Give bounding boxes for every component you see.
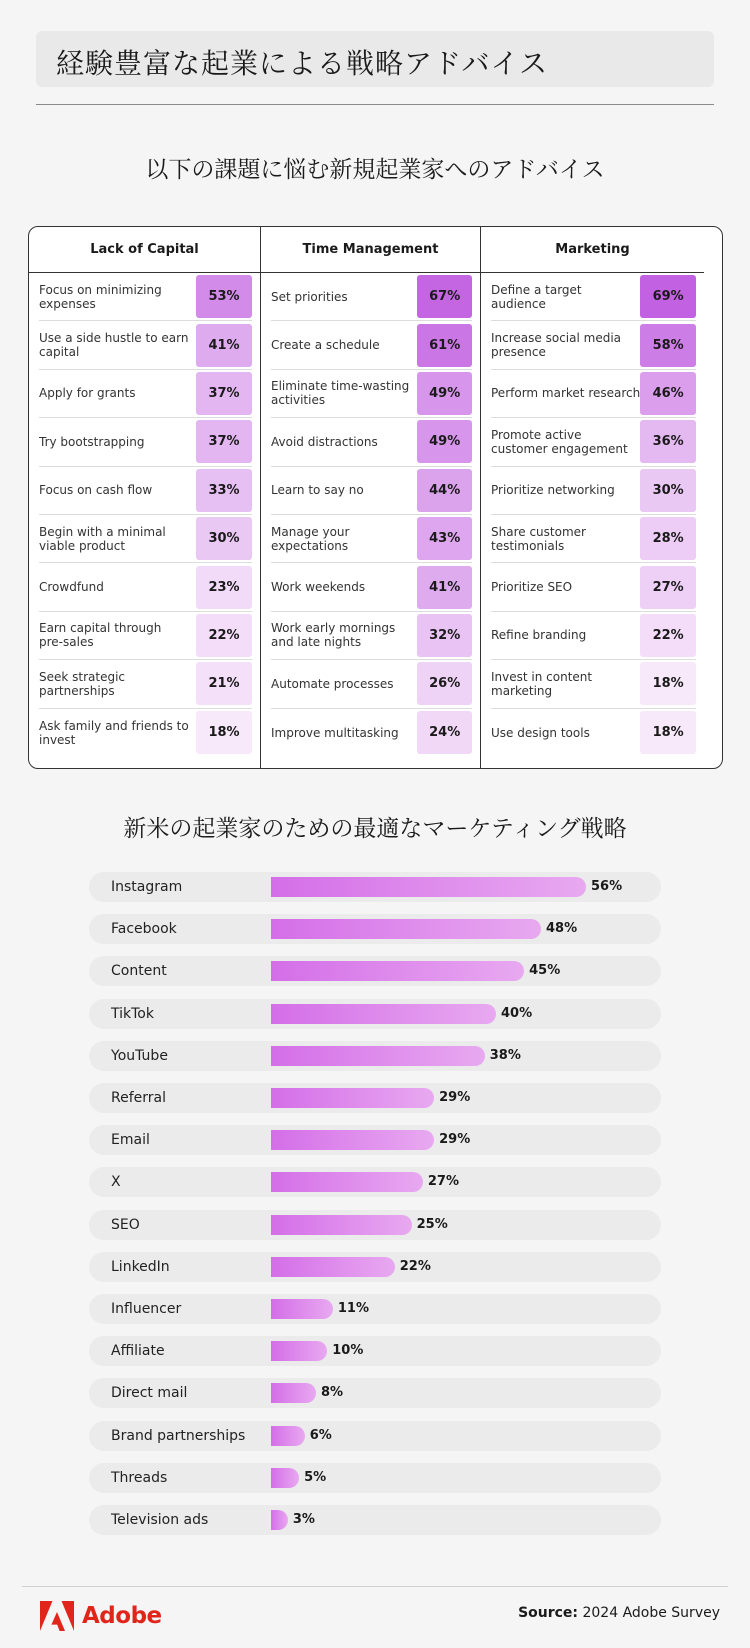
advice-percent-cell: 49% (417, 372, 472, 415)
bar (271, 1130, 434, 1150)
source-label: Source: (518, 1605, 579, 1621)
bar (271, 1172, 423, 1192)
bar-value-label: 27% (427, 1174, 459, 1190)
table-row (39, 273, 252, 321)
advice-label: Seek strategic partnerships (39, 669, 126, 698)
table-row (271, 612, 472, 660)
adobe-logo (40, 1601, 162, 1631)
bar-value-label: 22% (399, 1258, 431, 1274)
advice-percent-cell: 32% (417, 614, 472, 657)
advice-percent-cell: 18% (196, 711, 252, 754)
column-header: Time Management (261, 227, 480, 273)
bar-row (89, 1336, 661, 1366)
table-row (39, 418, 252, 466)
table-title: 以下の課題に悩む新規起業家へのアドバイス (145, 157, 605, 183)
advice-percent-cell: 37% (196, 372, 252, 415)
advice-label: Define a target audience (491, 282, 582, 311)
advice-percent-cell: 22% (196, 614, 252, 657)
bar-category-label: LinkedIn (111, 1258, 170, 1275)
bar (271, 961, 524, 981)
advice-percent-cell: 22% (640, 614, 696, 657)
advice-label: Perform market research (491, 386, 641, 401)
advice-label: Focus on cash flow (39, 483, 153, 498)
bar-value-label: 29% (439, 1132, 471, 1148)
bar-category-label: SEO (111, 1216, 140, 1233)
table-row (491, 515, 696, 563)
bar-row (89, 1463, 661, 1493)
table-row (271, 515, 472, 563)
bar-row (89, 1252, 661, 1282)
column-header: Lack of Capital (29, 227, 260, 273)
table-row (491, 418, 696, 466)
advice-percent-cell: 69% (640, 275, 696, 318)
bar-row (89, 1505, 661, 1535)
advice-label: Improve multitasking (271, 725, 399, 740)
advice-percent-cell: 36% (640, 420, 696, 463)
bar-value-label: 25% (416, 1216, 448, 1232)
source-text: 2024 Adobe Survey (582, 1605, 720, 1621)
advice-column (29, 227, 260, 769)
advice-percent-cell: 30% (196, 517, 252, 560)
advice-label: Refine branding (491, 628, 587, 643)
table-row (491, 370, 696, 418)
bar-value-label: 5% (304, 1469, 327, 1485)
bar (271, 1088, 434, 1108)
advice-percent-cell: 58% (640, 324, 696, 367)
bar-category-label: Direct mail (111, 1385, 188, 1402)
bar-value-label: 3% (292, 1512, 315, 1527)
advice-label: Learn to say no (271, 483, 364, 498)
adobe-wordmark: Adobe (82, 1603, 162, 1629)
bar-row (89, 1125, 661, 1155)
table-row (271, 321, 472, 369)
bar-value-label: 40% (501, 1005, 533, 1021)
page-title: 経験豊富な起業による戦略アドバイス (56, 47, 549, 80)
advice-percent-cell: 30% (640, 469, 696, 512)
bar (271, 1341, 327, 1361)
advice-label: Create a schedule (271, 338, 380, 353)
advice-label: Avoid distractions (271, 434, 378, 449)
bar-value-label: 11% (337, 1301, 369, 1316)
bar-value-label: 38% (489, 1047, 521, 1063)
bar-value-label: 29% (439, 1090, 471, 1105)
table-row (491, 563, 696, 611)
advice-percent-cell: 24% (417, 711, 472, 754)
bar-row (89, 914, 661, 944)
bar (271, 1426, 305, 1446)
table-row (491, 612, 696, 660)
page-title-box (36, 31, 714, 87)
table-row (39, 321, 252, 369)
advice-percent-cell: 49% (417, 420, 472, 463)
advice-label: Try bootstrapping (39, 434, 145, 449)
bar-row (89, 956, 661, 986)
bar-row (89, 1210, 661, 1240)
advice-percent-cell: 41% (417, 566, 472, 609)
bar-category-label: X (111, 1174, 121, 1191)
bar (271, 1383, 316, 1403)
advice-column (480, 227, 704, 769)
advice-percent-cell: 33% (196, 469, 252, 512)
bar-value-label: 6% (309, 1427, 332, 1443)
bar-row (89, 872, 661, 902)
footer-divider (22, 1586, 728, 1587)
advice-percent-cell: 27% (640, 566, 696, 609)
bar-value-label: 56% (591, 879, 623, 894)
bar (271, 1046, 485, 1066)
table-row (39, 709, 252, 757)
advice-percent-cell: 61% (417, 324, 472, 367)
table-row (271, 709, 472, 757)
advice-percent-cell: 37% (196, 420, 252, 463)
bar (271, 919, 541, 939)
advice-label: Begin with a minimal viable product (39, 524, 166, 553)
source-note (518, 1605, 720, 1621)
advice-label: Work early mornings and late nights (271, 621, 396, 650)
advice-percent-cell: 41% (196, 324, 252, 367)
advice-column (260, 227, 480, 769)
bar (271, 1257, 395, 1277)
advice-percent-cell: 18% (640, 711, 696, 754)
bar-category-label: Referral (111, 1090, 166, 1106)
table-row (271, 418, 472, 466)
advice-percent-cell: 23% (196, 566, 252, 609)
advice-label: Promote active customer engagement (491, 427, 628, 456)
advice-label: Invest in content marketing (491, 669, 593, 698)
column-header: Marketing (481, 227, 704, 273)
advice-label: Eliminate time-wasting activities (271, 379, 410, 408)
advice-percent-cell: 53% (196, 275, 252, 318)
advice-label: Prioritize networking (491, 483, 615, 498)
table-row (271, 370, 472, 418)
table-row (39, 660, 252, 708)
bar-category-label: Brand partnerships (111, 1427, 246, 1444)
advice-percent-cell: 21% (196, 662, 252, 705)
bar-category-label: YouTube (111, 1047, 168, 1064)
table-row (39, 612, 252, 660)
bar-category-label: Television ads (111, 1512, 209, 1528)
bar (271, 1510, 288, 1530)
bar-category-label: Facebook (111, 921, 177, 938)
bar-value-label: 8% (321, 1385, 344, 1401)
bar-row (89, 1083, 661, 1113)
advice-percent-cell: 67% (417, 275, 472, 318)
advice-percent-cell: 28% (640, 517, 696, 560)
advice-label: Manage your expectations (271, 524, 350, 553)
bar (271, 1004, 496, 1024)
advice-label: Set priorities (271, 289, 348, 304)
advice-label: Share customer testimonials (491, 524, 586, 553)
bar-row (89, 1421, 661, 1451)
advice-label: Work weekends (271, 580, 366, 595)
table-row (491, 467, 696, 515)
bar-row (89, 1294, 661, 1324)
advice-percent-cell: 43% (417, 517, 472, 560)
chart-title: 新米の起業家のための最適なマーケティング戦略 (123, 816, 627, 842)
bar-row (89, 1378, 661, 1408)
advice-label: Automate processes (271, 676, 394, 691)
bar (271, 1468, 299, 1488)
table-row (39, 563, 252, 611)
advice-label: Earn capital through pre-sales (39, 621, 162, 650)
advice-percent-cell: 18% (640, 662, 696, 705)
table-row (271, 273, 472, 321)
advice-label: Prioritize SEO (491, 580, 573, 595)
advice-percent-cell: 26% (417, 662, 472, 705)
bar-value-label: 48% (546, 921, 578, 937)
advice-label: Ask family and friends to invest (39, 718, 189, 747)
bar-category-label: Content (111, 963, 167, 980)
bar-category-label: Affiliate (111, 1343, 165, 1360)
advice-label: Focus on minimizing expenses (39, 282, 162, 311)
advice-label: Apply for grants (39, 386, 136, 401)
bar-row (89, 1041, 661, 1071)
bar-category-label: TikTok (111, 1005, 154, 1022)
title-divider (36, 104, 714, 105)
bar (271, 1299, 333, 1319)
bar-value-label: 10% (332, 1343, 364, 1359)
bar (271, 877, 586, 897)
bar-category-label: Influencer (111, 1301, 182, 1317)
bar-value-label: 45% (529, 963, 561, 979)
advice-table (28, 226, 723, 769)
table-row (271, 563, 472, 611)
table-row (491, 660, 696, 708)
bar-row (89, 999, 661, 1029)
table-row (491, 709, 696, 757)
advice-percent-cell: 44% (417, 469, 472, 512)
advice-label: Use a side hustle to earn capital (39, 331, 189, 360)
advice-label: Increase social media presence (491, 331, 622, 360)
bar-category-label: Instagram (111, 879, 183, 895)
table-row (271, 660, 472, 708)
adobe-logo-icon (40, 1601, 74, 1631)
table-row (271, 467, 472, 515)
table-row (39, 515, 252, 563)
advice-label: Crowdfund (39, 580, 104, 595)
table-row (491, 273, 696, 321)
bar-row (89, 1167, 661, 1197)
bar-category-label: Threads (111, 1469, 168, 1486)
table-row (39, 370, 252, 418)
bar (271, 1215, 412, 1235)
advice-label: Use design tools (491, 725, 590, 740)
table-row (39, 467, 252, 515)
table-row (491, 321, 696, 369)
bar-category-label: Email (111, 1132, 150, 1149)
advice-percent-cell: 46% (640, 372, 696, 415)
